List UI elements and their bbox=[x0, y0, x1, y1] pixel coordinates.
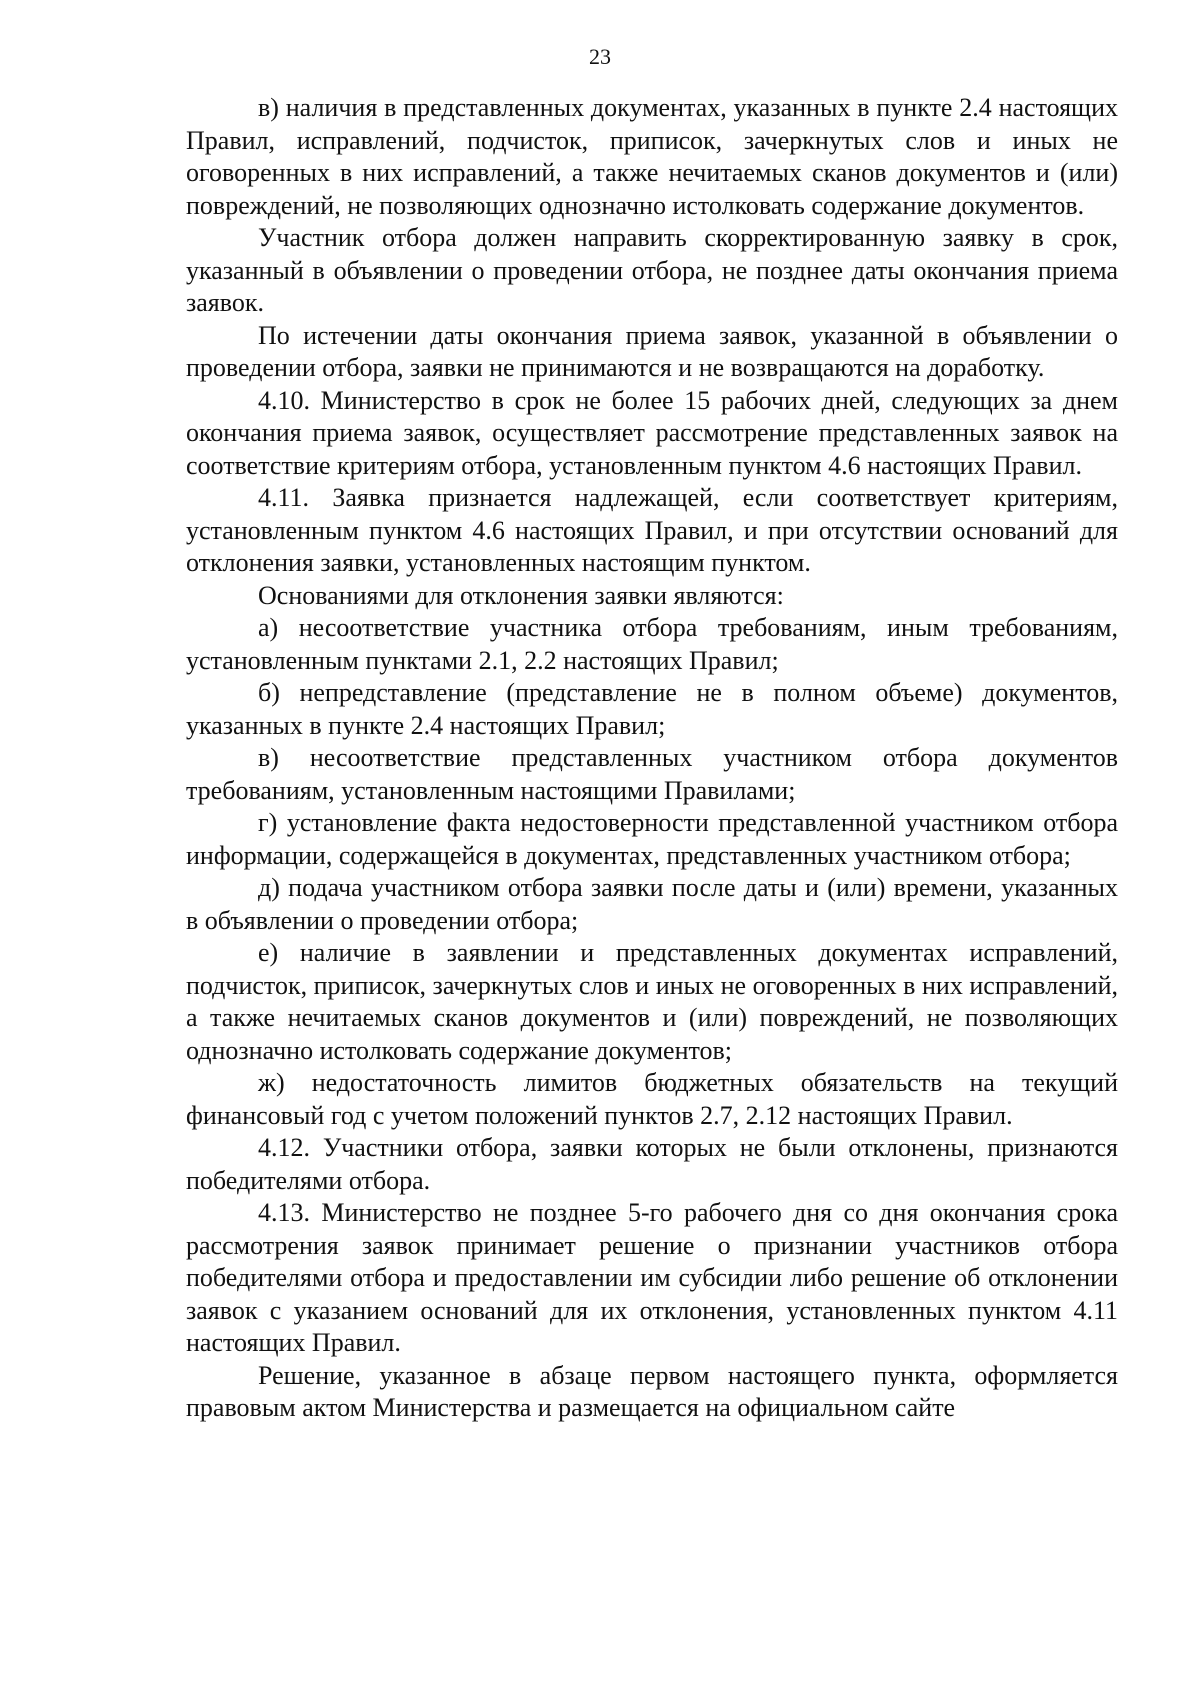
paragraph-ground-g: г) установление факта недостоверности представленной участником отбора информации, содержащейся в документах, представленных участником отбора; bbox=[186, 808, 1118, 870]
paragraph-ground-a: а) несоответствие участника отбора требованиям, иным требованиям, установленным пунктами 2.1, 2.2 настоящих Правил; bbox=[186, 613, 1118, 675]
paragraph-subitem-v-continued: в) наличия в представленных документах, указанных в пункте 2.4 настоящих Правил, исправлений, подчисток, приписок, зачеркнутых слов и иных не оговоренных в них исправлений, а также нечитаемых сканов документов и (или) повреждений, не позволяющих однозначно истолковать содержание документов. bbox=[186, 93, 1118, 220]
paragraph-ground-b: б) непредставление (представление не в полном объеме) документов, указанных в пункте 2.4 настоящих Правил; bbox=[186, 678, 1118, 740]
paragraph-rejection-grounds-heading: Основаниями для отклонения заявки являются: bbox=[258, 580, 784, 610]
paragraph-after-deadline: По истечении даты окончания приема заявок, указанной в объявлении о проведении отбора, заявки не принимаются и не возвращаются на доработку. bbox=[186, 320, 1118, 382]
paragraph-clause-4-12: 4.12. Участники отбора, заявки которых не были отклонены, признаются победителями отбора. bbox=[186, 1133, 1118, 1195]
document-body bbox=[186, 92, 1118, 1425]
paragraph-clause-4-10: 4.10. Министерство в срок не более 15 рабочих дней, следующих за днем окончания приема заявок, осуществляет рассмотрение представленных заявок на соответствие критериям отбора, установленным пунктом 4.6 настоящих Правил. bbox=[186, 385, 1118, 480]
paragraph-ground-e: е) наличие в заявлении и представленных документах исправлений, подчисток, приписок, зачеркнутых слов и иных не оговоренных в них исправлений, а также нечитаемых сканов документов и (или) повреждений, не позволяющих однозначно истолковать содержание документов; bbox=[186, 938, 1118, 1065]
paragraph-corrected-application: Участник отбора должен направить скорректированную заявку в срок, указанный в объявлении о проведении отбора, не позднее даты окончания приема заявок. bbox=[186, 223, 1118, 317]
paragraph-clause-4-13: 4.13. Министерство не позднее 5-го рабочего дня со дня окончания срока рассмотрения заявок принимает решение о признании участников отбора победителями отбора и предоставлении им субсидии либо решение об отклонении заявок с указанием оснований для их отклонения, установленных пунктом 4.11 настоящих Правил. bbox=[186, 1198, 1118, 1357]
paragraph-ground-v: в) несоответствие представленных участником отбора документов требованиям, установленным настоящими Правилами; bbox=[186, 743, 1118, 805]
paragraph-decision-publication: Решение, указанное в абзаце первом настоящего пункта, оформляется правовым актом Министерства и размещается на официальном сайте bbox=[186, 1360, 1118, 1422]
paragraph-ground-d: д) подача участником отбора заявки после даты и (или) времени, указанных в объявлении о проведении отбора; bbox=[186, 873, 1118, 935]
paragraph-clause-4-11: 4.11. Заявка признается надлежащей, если соответствует критериям, установленным пунктом 4.6 настоящих Правил, и при отсутствии оснований для отклонения заявки, установленных настоящим пунктом. bbox=[186, 483, 1118, 577]
paragraph-ground-zh: ж) недостаточность лимитов бюджетных обязательств на текущий финансовый год с учетом положений пунктов 2.7, 2.12 настоящих Правил. bbox=[186, 1068, 1118, 1130]
page-number: 23 bbox=[589, 44, 611, 69]
